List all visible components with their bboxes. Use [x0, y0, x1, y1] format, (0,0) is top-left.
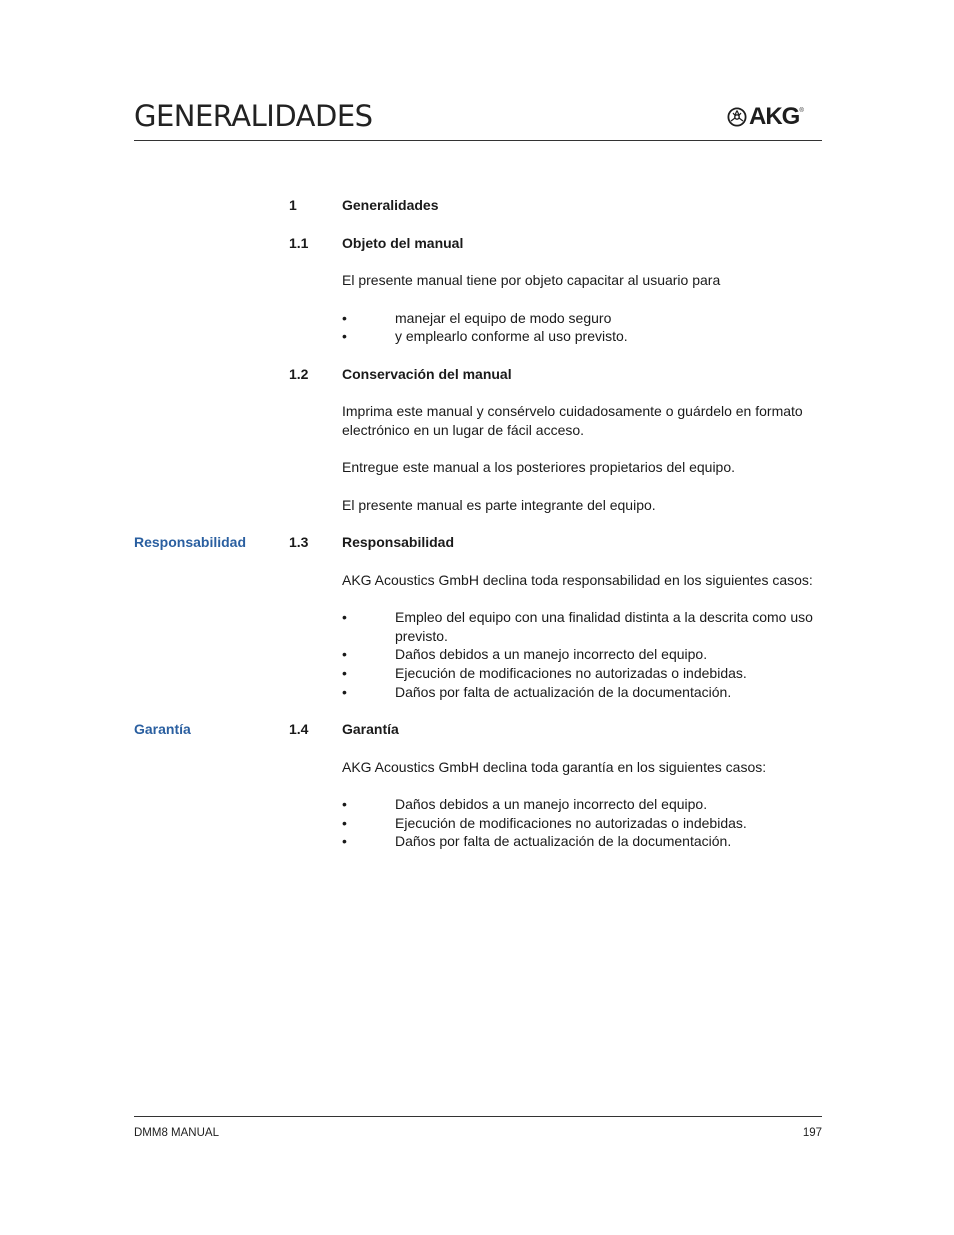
list-item-text: Ejecución de modificaciones no autorizadas o indebidas.: [395, 665, 747, 681]
logo-text: AKG: [749, 103, 800, 130]
section-title: Objeto del manual: [342, 235, 464, 251]
akg-emblem-icon: [727, 107, 747, 127]
section-number: 1: [289, 197, 297, 213]
paragraph: Imprima este manual y consérvelo cuidadosamente o guárdelo en formato electrónico en un lugar de fácil acceso.: [342, 403, 803, 438]
bullet-icon: •: [342, 328, 347, 344]
paragraph: Entregue este manual a los posteriores propietarios del equipo.: [342, 459, 736, 475]
paragraph: El presente manual es parte integrante del equipo.: [342, 497, 656, 513]
footer-manual-name: DMM8 MANUAL: [134, 1127, 219, 1139]
footer-rule: [134, 1116, 822, 1117]
section-title: Garantía: [342, 721, 399, 737]
bullet-icon: •: [342, 796, 347, 812]
section-number: 1.3: [289, 534, 309, 550]
section-number: 1.4: [289, 721, 309, 737]
side-heading: Garantía: [134, 721, 191, 737]
page-title: GENERALIDADES: [134, 99, 373, 133]
list-item-text: Daños por falta de actualización de la documentación.: [395, 684, 732, 700]
paragraph: El presente manual tiene por objeto capacitar al usuario para: [342, 272, 721, 288]
list-item-text: Daños debidos a un manejo incorrecto del equipo.: [395, 796, 708, 812]
bullet-icon: •: [342, 646, 347, 662]
paragraph: AKG Acoustics GmbH declina toda responsabilidad en los siguientes casos:: [342, 572, 813, 588]
list-item-text: Ejecución de modificaciones no autorizadas o indebidas.: [395, 815, 747, 831]
page-number: 197: [802, 1127, 822, 1139]
list-item-text: y emplearlo conforme al uso previsto.: [395, 328, 628, 344]
section-title: Responsabilidad: [342, 534, 455, 550]
akg-logo: [727, 103, 804, 130]
list-item-text: Empleo del equipo con una finalidad distinta a la descrita como uso previsto.: [395, 609, 813, 644]
bullet-icon: •: [342, 815, 347, 831]
registered-mark: ®: [799, 108, 804, 114]
bullet-icon: •: [342, 310, 347, 326]
section-number: 1.1: [289, 235, 309, 251]
bullet-icon: •: [342, 684, 347, 700]
section-title: Conservación del manual: [342, 366, 512, 382]
list-item-text: manejar el equipo de modo seguro: [395, 310, 612, 326]
header-rule: [134, 140, 822, 141]
paragraph: AKG Acoustics GmbH declina toda garantía en los siguientes casos:: [342, 759, 767, 775]
bullet-icon: •: [342, 609, 347, 625]
list-item-text: Daños debidos a un manejo incorrecto del equipo.: [395, 646, 708, 662]
list-item-text: Daños por falta de actualización de la documentación.: [395, 833, 732, 849]
section-number: 1.2: [289, 366, 309, 382]
side-heading: Responsabilidad: [134, 534, 247, 550]
bullet-icon: •: [342, 665, 347, 681]
section-title: Generalidades: [342, 197, 439, 213]
bullet-icon: •: [342, 833, 347, 849]
